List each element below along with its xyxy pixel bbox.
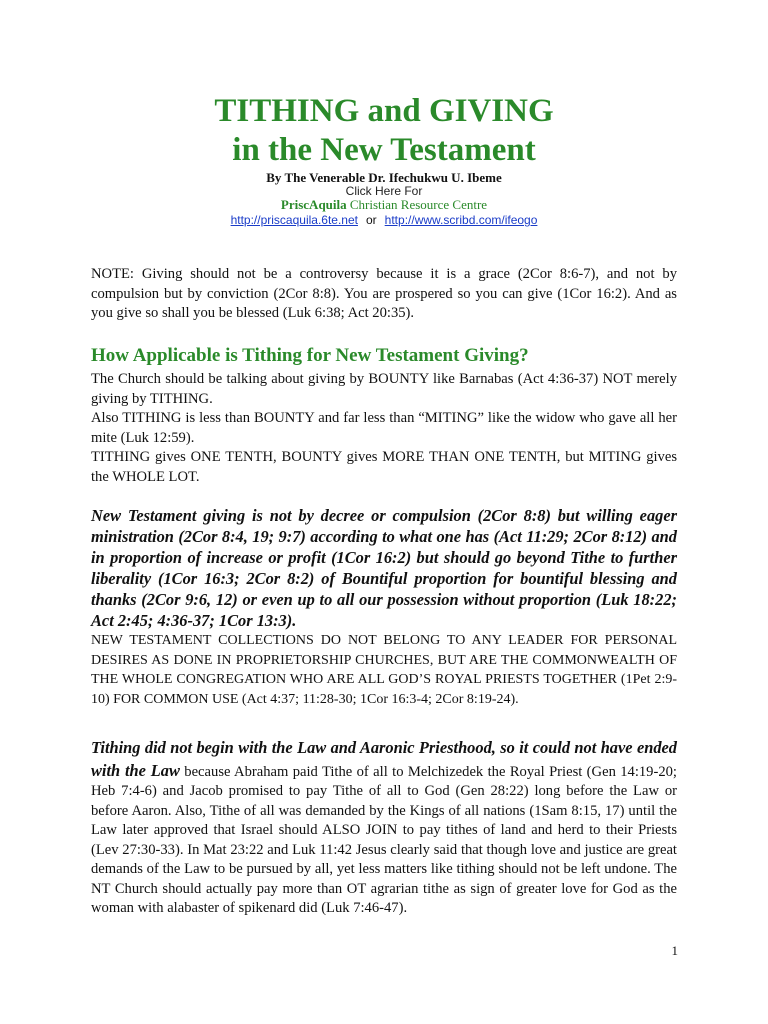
brand-suffix: Christian Resource Centre (346, 197, 488, 212)
resource-centre-link[interactable] (0, 197, 768, 213)
scribd-link[interactable]: http://www.scribd.com/ifeogo (384, 213, 538, 227)
section-heading: How Applicable is Tithing for New Testament Giving? (91, 345, 529, 366)
law-body: because Abraham paid Tithe of all to Melchizedek the Royal Priest (Gen 14:19-20; Heb 7:4-6) and Jacob promised to pay Tithe of all to God (Gen 28:22) long before the Law or before Aaron. Also, Tithe of all was demanded by the Kings of all nations (1Sam 8:15, 17) until the Law later approved that Israel should ALSO JOIN to pay tithes of land and herd to their Priests (Lev 27:30-33). In Mat 23:22 and Luk 11:42 Jesus clearly said that though love and justice are great demands of the Law to be pursued by all, yet less matters like tithing should not be left undone. The NT Church should actually pay more than OT agrarian tithe as sign of greater love for God as the woman with alabaster of spikenard did (Luk 7:46-47). (91, 763, 677, 916)
nt-giving-emphasis: New Testament giving is not by decree or compulsion (2Cor 8:8) but willing eager ministration (2Cor 8:4, 19; 9:7) according to what one has (Act 11:29; 2Cor 8:12) and in proportion of increase or profit (1Cor 16:2) but should go beyond Tithe to further liberality (1Cor 16:3; 2Cor 8:2) of Bountiful proportion for bountiful blessing and thanks (2Cor 9:6, 12) or even up to all our possession without proportion (Luk 18:22; Act 2:45; 4:36-37; 1Cor 13:3). (91, 506, 677, 630)
author-byline: By The Venerable Dr. Ifechukwu U. Ibeme (266, 170, 502, 185)
priscaquila-link[interactable]: http://priscaquila.6te.net (230, 213, 358, 227)
nt-giving-block (91, 505, 677, 709)
website-links (0, 213, 768, 227)
page-number: 1 (671, 943, 678, 958)
note-paragraph: NOTE: Giving should not be a controversy because it is a grace (2Cor 8:6-7), and not by compulsion but by conviction (2Cor 8:8). You are prospered so you can give (1Cor 16:2). And as you give so shall you be blessed (Luk 6:38; Act 20:35). (91, 266, 677, 321)
bounty-block (91, 370, 677, 487)
title-line-2: in the New Testament (232, 132, 536, 168)
click-here-text: Click Here For (345, 184, 423, 198)
law-paragraph (91, 737, 677, 919)
link-separator: or (366, 213, 377, 227)
brand-name: PriscAquila (280, 197, 347, 212)
law-emphasis: Tithing did not begin with the Law and Aaronic Priesthood, so it could not have ended with the Law (91, 738, 677, 780)
bounty-line-3: TITHING gives ONE TENTH, BOUNTY gives MORE THAN ONE TENTH, but MITING gives the WHOLE LOT. (91, 449, 677, 485)
collections-paragraph: NEW TESTAMENT COLLECTIONS DO NOT BELONG TO ANY LEADER FOR PERSONAL DESIRES AS DONE IN PROPRIETORSHIP CHURCHES, BUT ARE THE COMMONWEALTH OF THE WHOLE CONGREGATION WHO ARE ALL GOD’S ROYAL PRIESTS TOGETHER (1Pet 2:9-10) FOR COMMON USE (Act 4:37; 11:28-30; 1Cor 16:3-4; 2Cor 8:19-24). (91, 633, 677, 707)
title-line-1: TITHING and GIVING (214, 93, 554, 129)
bounty-line-2: Also TITHING is less than BOUNTY and far less than “MITING” like the widow who gave all her mite (Luk 12:59). (91, 410, 677, 446)
bounty-line-1: The Church should be talking about giving by BOUNTY like Barnabas (Act 4:36-37) NOT merely giving by TITHING. (91, 371, 677, 407)
